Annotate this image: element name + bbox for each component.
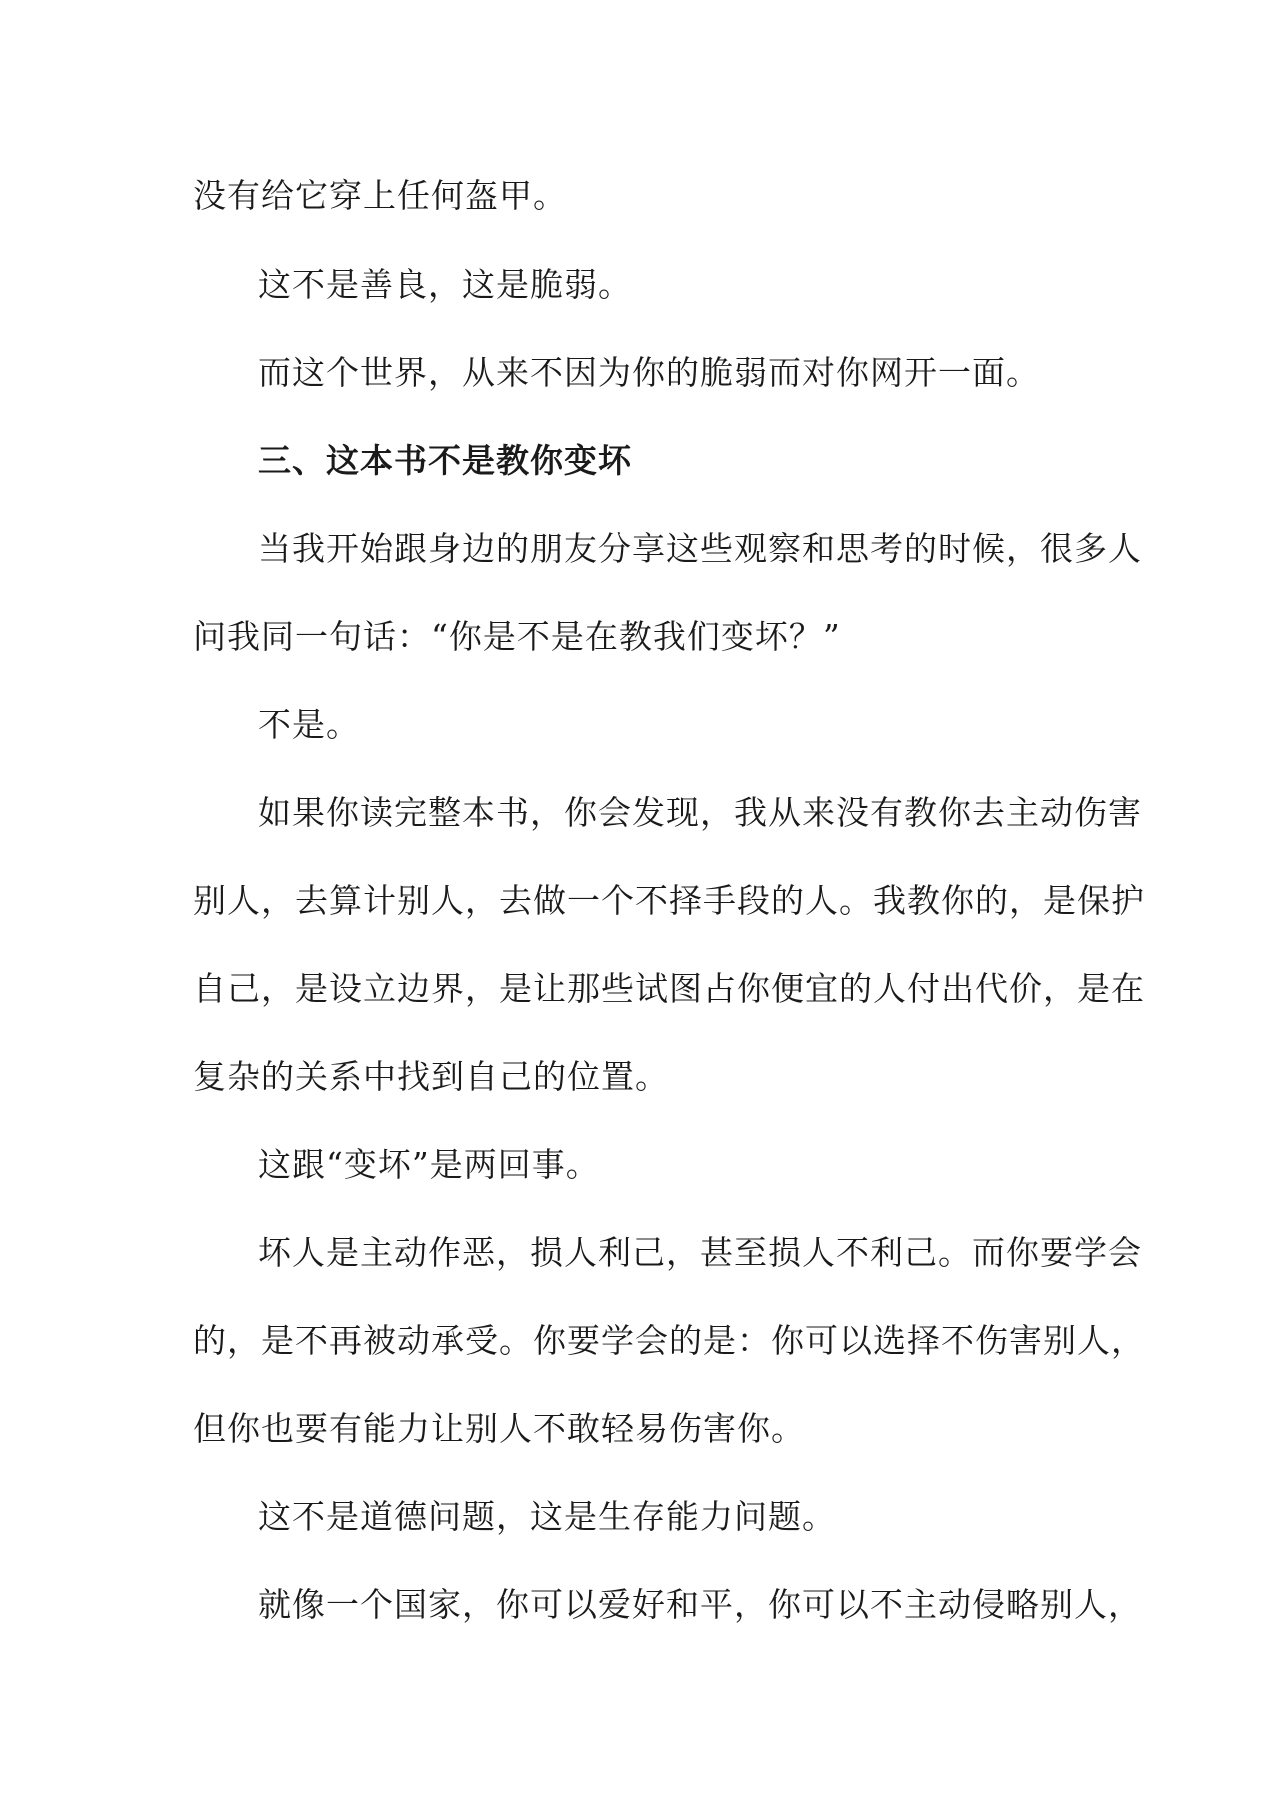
paragraph-line: 如果你读完整本书，你会发现，我从来没有教你去主动伤害 — [258, 793, 1142, 832]
paragraph-line: 这不是善良，这是脆弱。 — [258, 265, 632, 304]
paragraph-line: 复杂的关系中找到自己的位置。 — [193, 1057, 669, 1096]
section-heading: 三、这本书不是教你变坏 — [258, 441, 632, 480]
paragraph-line: 自己，是设立边界，是让那些试图占你便宜的人付出代价，是在 — [193, 969, 1145, 1008]
paragraph-line: 当我开始跟身边的朋友分享这些观察和思考的时候，很多人 — [258, 529, 1142, 568]
paragraph-line: 而这个世界，从来不因为你的脆弱而对你网开一面。 — [258, 353, 1040, 392]
paragraph-line: 的，是不再被动承受。你要学会的是：你可以选择不伤害别人， — [193, 1321, 1145, 1360]
paragraph-line: 这不是道德问题，这是生存能力问题。 — [258, 1497, 836, 1536]
paragraph-line: 不是。 — [258, 705, 360, 744]
paragraph-line: 没有给它穿上任何盔甲。 — [193, 176, 567, 215]
paragraph-line: 但你也要有能力让别人不敢轻易伤害你。 — [193, 1409, 805, 1448]
paragraph-line: 问我同一句话：“你是不是在教我们变坏？” — [193, 617, 841, 656]
paragraph-line: 别人，去算计别人，去做一个不择手段的人。我教你的，是保护 — [193, 881, 1145, 920]
paragraph-line: 坏人是主动作恶，损人利己，甚至损人不利己。而你要学会 — [258, 1233, 1142, 1272]
paragraph-line: 这跟“变坏”是两回事。 — [258, 1145, 600, 1184]
paragraph-line: 就像一个国家，你可以爱好和平，你可以不主动侵略别人， — [258, 1585, 1142, 1624]
